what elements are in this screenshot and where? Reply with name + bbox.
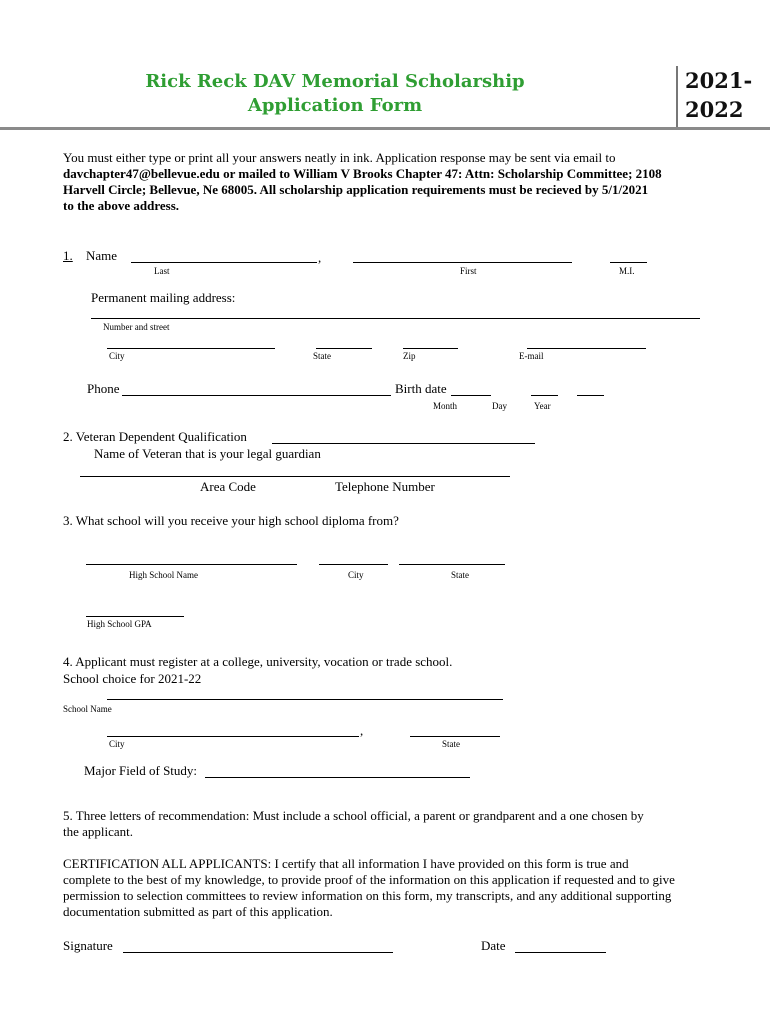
year-line-1: 2021-	[685, 68, 753, 93]
q1-number: 1.	[63, 248, 73, 263]
name-comma: ,	[318, 250, 322, 265]
last-name-field[interactable]	[131, 262, 317, 263]
major-label: Major Field of Study:	[84, 763, 198, 778]
address-label: Permanent mailing address:	[91, 290, 236, 305]
mi-caption: M.I.	[619, 266, 635, 276]
telephone-caption: Telephone Number	[335, 479, 435, 494]
school-name-caption: School Name	[63, 704, 112, 714]
instructions-line-3: Harvell Circle; Bellevue, Ne 68005. All scholarship application requirements must be recieved by 5/1/2021	[63, 182, 649, 197]
state-caption: State	[313, 351, 331, 361]
birth-date-label: Birth date	[395, 381, 447, 396]
high-school-city-caption: City	[348, 570, 364, 580]
college-city-field[interactable]	[107, 736, 359, 737]
q3-label: 3. What school will you receive your high school diploma from?	[63, 513, 399, 528]
street-caption: Number and street	[103, 322, 170, 332]
header-divider	[0, 127, 770, 130]
high-school-city-field[interactable]	[319, 564, 388, 565]
email-caption: E-mail	[519, 351, 544, 361]
birth-day-field[interactable]	[531, 395, 558, 396]
phone-field[interactable]	[122, 395, 391, 396]
q4-label: 4. Applicant must register at a college, university, vocation or trade school.	[63, 654, 453, 669]
college-city-caption: City	[109, 739, 125, 749]
q5-line-1: 5. Three letters of recommendation: Must include a school official, a parent or grandparent and a one chosen by	[63, 808, 644, 823]
veteran-name-label: Name of Veteran that is your legal guardian	[94, 446, 321, 461]
gpa-caption: High School GPA	[87, 619, 152, 629]
year-caption: Year	[534, 401, 551, 411]
certification-text	[63, 856, 719, 920]
college-state-caption: State	[442, 739, 460, 749]
year-box	[676, 66, 770, 128]
high-school-name-caption: High School Name	[129, 570, 198, 580]
city-caption: City	[109, 351, 125, 361]
title-line-2: Application Form	[247, 95, 423, 116]
state-field[interactable]	[316, 348, 372, 349]
first-caption: First	[460, 266, 477, 276]
last-caption: Last	[154, 266, 170, 276]
year-line-2: 2022	[685, 97, 744, 122]
signature-label: Signature	[63, 938, 113, 953]
high-school-name-field[interactable]	[86, 564, 297, 565]
month-caption: Month	[433, 401, 458, 411]
school-choice-label: School choice for 2021-22	[63, 671, 202, 686]
veteran-qualification-field[interactable]	[272, 443, 535, 444]
veteran-phone-field[interactable]	[80, 476, 510, 477]
certification-line-2: complete to the best of my knowledge, to provide proof of the information on this application if requested and to give	[63, 872, 675, 887]
form-title	[0, 70, 670, 118]
middle-initial-field[interactable]	[610, 262, 647, 263]
q2-label: 2. Veteran Dependent Qualification	[63, 429, 247, 444]
zip-caption: Zip	[403, 351, 416, 361]
city-field[interactable]	[107, 348, 275, 349]
instructions	[63, 150, 723, 214]
college-name-field[interactable]	[107, 699, 503, 700]
q5-text	[63, 808, 723, 840]
college-state-field[interactable]	[410, 736, 500, 737]
instructions-line-2: davchapter47@bellevue.edu or mailed to William V Brooks Chapter 47: Attn: Scholarship Committee; 2108	[63, 166, 662, 181]
first-name-field[interactable]	[353, 262, 572, 263]
certification-line-3: permission to selection committees to review information on this form, my transcripts, and any additional supporting	[63, 888, 672, 903]
name-label: Name	[86, 248, 118, 263]
date-label: Date	[481, 938, 506, 953]
email-field[interactable]	[527, 348, 646, 349]
major-field[interactable]	[205, 777, 470, 778]
q5-line-2: the applicant.	[63, 824, 134, 839]
day-caption: Day	[492, 401, 507, 411]
area-code-caption: Area Code	[200, 479, 256, 494]
certification-line-4: documentation submitted as part of this application.	[63, 904, 333, 919]
title-line-1: Rick Reck DAV Memorial Scholarship	[145, 71, 525, 92]
instructions-line-1: You must either type or print all your answers neatly in ink. Application response may be sent via email to	[63, 150, 616, 165]
birth-year-field[interactable]	[577, 395, 604, 396]
high-school-state-field[interactable]	[399, 564, 505, 565]
instructions-line-4: to the above address.	[63, 198, 180, 213]
certification-line-1: CERTIFICATION ALL APPLICANTS: I certify that all information I have provided on this form is true and	[63, 856, 629, 871]
phone-label: Phone	[87, 381, 120, 396]
birth-month-field[interactable]	[451, 395, 491, 396]
gpa-field[interactable]	[86, 616, 184, 617]
date-field[interactable]	[515, 952, 606, 953]
zip-field[interactable]	[403, 348, 458, 349]
high-school-state-caption: State	[451, 570, 469, 580]
signature-field[interactable]	[123, 952, 393, 953]
college-comma: ,	[360, 723, 364, 738]
street-field[interactable]	[91, 318, 700, 319]
